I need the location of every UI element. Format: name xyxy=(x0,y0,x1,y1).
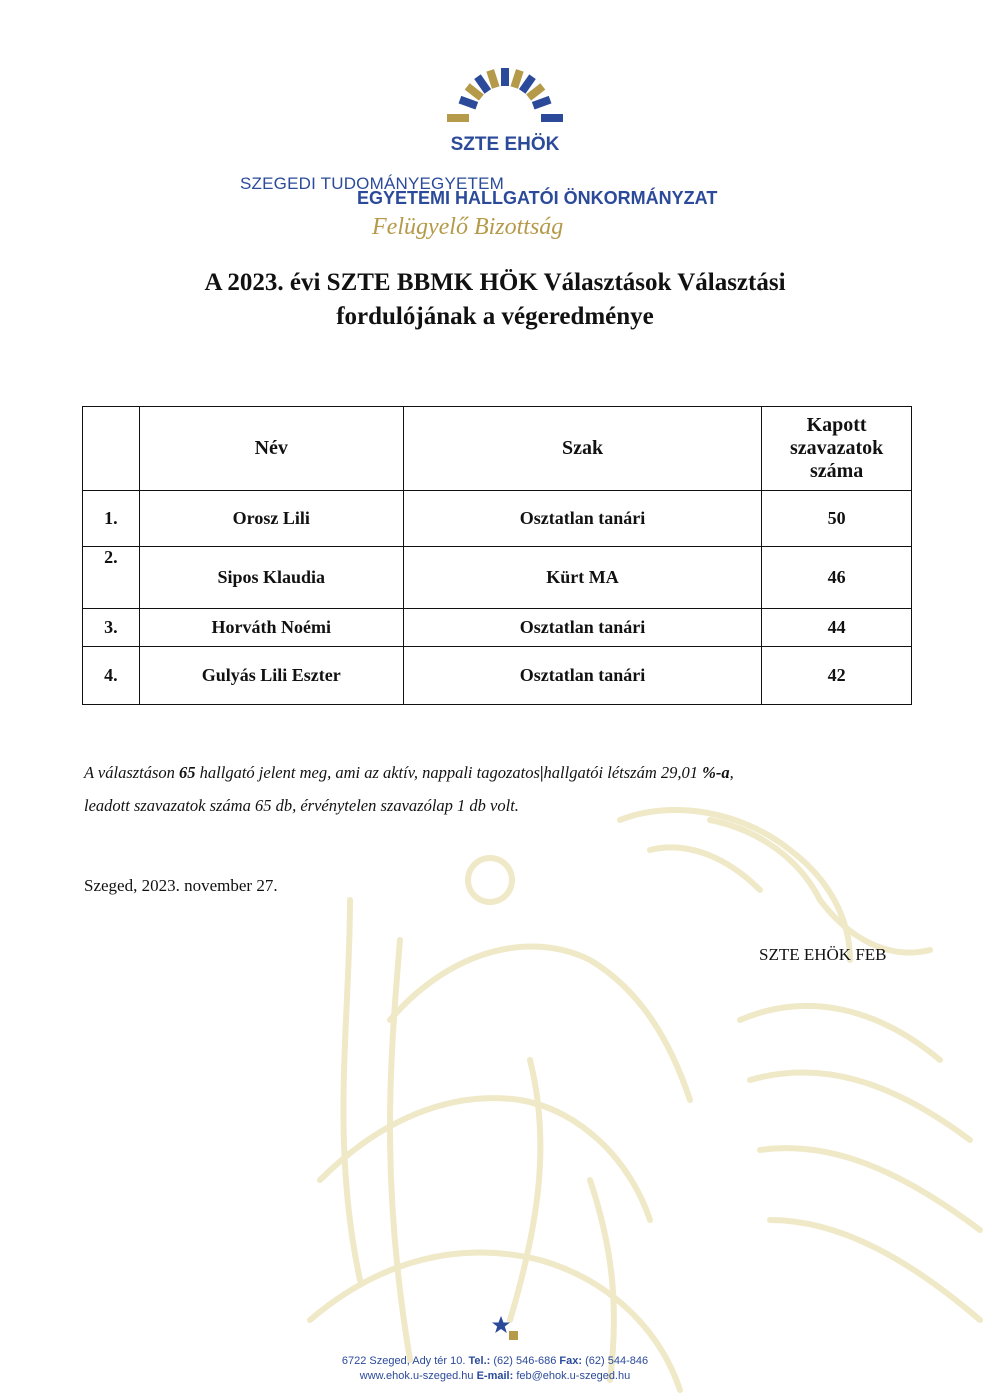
table-header-row xyxy=(83,407,912,491)
header-votes-line-1: Kapott xyxy=(806,414,867,436)
row-major: Osztatlan tanári xyxy=(403,609,761,647)
footer-tel-label: Tel.: xyxy=(468,1355,491,1367)
footer xyxy=(0,1354,990,1384)
header-votes-line-2: szavazatok xyxy=(789,437,884,459)
row-num: 4. xyxy=(83,647,140,705)
result-note xyxy=(84,756,924,822)
row-num: 2. xyxy=(83,547,140,609)
row-votes: 50 xyxy=(762,491,912,547)
row-votes: 44 xyxy=(762,609,912,647)
row-num: 1. xyxy=(83,491,140,547)
header-name: Név xyxy=(139,407,403,491)
note-line-1 xyxy=(84,756,924,789)
footer-line-1 xyxy=(0,1354,990,1369)
university-name: SZEGEDI TUDOMÁNYEGYETEM xyxy=(240,174,505,193)
table-row xyxy=(83,609,912,647)
note-text: hallgatói létszám 29,01 xyxy=(543,763,703,782)
title-line-1: A 2023. évi SZTE BBMK HÖK Választások Választási xyxy=(204,269,786,296)
union-name: EGYETEMI HALLGATÓI ÖNKORMÁNYZAT xyxy=(357,188,718,208)
document-title xyxy=(60,266,930,334)
header-votes-line-3: száma xyxy=(809,460,864,482)
szte-ehok-logo-icon xyxy=(440,66,570,158)
signature: SZTE EHÖK FEB xyxy=(759,945,887,964)
row-votes: 42 xyxy=(762,647,912,705)
table-row xyxy=(83,547,912,609)
table-row xyxy=(83,491,912,547)
footer-email-label: E-mail: xyxy=(476,1370,514,1382)
row-name: Horváth Noémi xyxy=(139,609,403,647)
turnout-count: 65 xyxy=(179,763,196,782)
row-major: Osztatlan tanári xyxy=(403,491,761,547)
header-votes xyxy=(762,407,912,491)
star-square-icon xyxy=(492,1316,518,1342)
title-line-2: fordulójának a végeredménye xyxy=(336,303,654,330)
row-name: Sipos Klaudia xyxy=(139,547,403,609)
note-text: A választáson xyxy=(84,763,180,782)
row-major: Kürt MA xyxy=(403,547,761,609)
header-num xyxy=(83,407,140,491)
row-votes: 46 xyxy=(762,547,912,609)
row-major: Osztatlan tanári xyxy=(403,647,761,705)
turnout-percent: %-a xyxy=(702,763,730,782)
footer-website-link[interactable]: www.ehok.u-szeged.hu xyxy=(359,1370,474,1382)
footer-tel: (62) 546-686 xyxy=(493,1355,557,1367)
header-major: Szak xyxy=(403,407,761,491)
footer-address: 6722 Szeged, Ady tér 10. xyxy=(341,1355,466,1367)
footer-fax: (62) 544-846 xyxy=(585,1355,649,1367)
logo-text: SZTE EHÖK xyxy=(450,134,560,155)
footer-fax-label: Fax: xyxy=(559,1355,583,1367)
eagle-watermark-icon xyxy=(290,760,990,1398)
footer-email-link[interactable]: feb@ehok.u-szeged.hu xyxy=(516,1370,631,1382)
document-date: Szeged, 2023. november 27. xyxy=(84,876,278,895)
footer-line-2 xyxy=(0,1369,990,1384)
note-text: hallgató jelent meg, ami az aktív, nappali tagozatos xyxy=(195,763,540,782)
cursor-bar: | xyxy=(539,763,544,782)
note-text: , xyxy=(729,763,734,782)
note-line-2: leadott szavazatok száma 65 db, érvénytelen szavazólap 1 db volt. xyxy=(84,796,519,815)
row-name: Gulyás Lili Eszter xyxy=(139,647,403,705)
row-num: 3. xyxy=(83,609,140,647)
row-name: Orosz Lili xyxy=(139,491,403,547)
table-row xyxy=(83,647,912,705)
results-table xyxy=(82,406,912,705)
committee-name: Felügyelő Bizottság xyxy=(372,214,564,240)
